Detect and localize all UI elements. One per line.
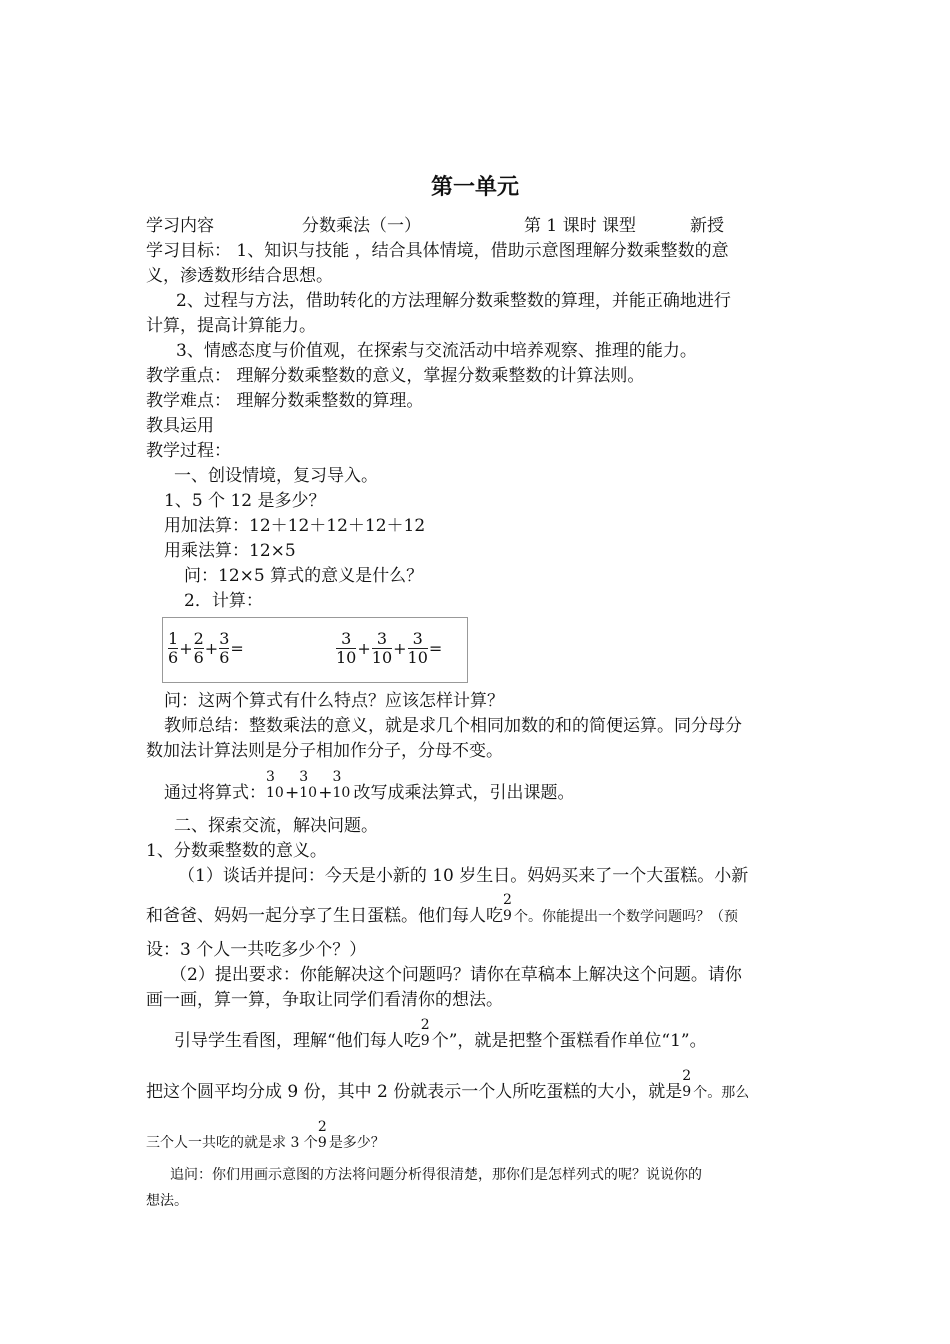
fraction-expression-box (162, 617, 468, 683)
multiplication-line: 用乘法算：12×5 (164, 541, 296, 561)
fraction-2-6: $\frac{2}{6}$ (193, 629, 204, 667)
expression-sixths: $\frac{1}{6}$ + $\frac{2}{6}$ + $\frac{3}{6}$ = (168, 629, 244, 667)
goal-3: 3、情感态度与价值观，在探索与交流活动中培养观察、推理的能力。 (176, 341, 697, 361)
guide-line-2: 把这个圆平均分成 9 份，其中 2 份就表示一个人所吃蛋糕的大小，就是 2 9 个。那么 (146, 1068, 750, 1102)
process-label: 教学过程： (146, 441, 231, 461)
convert-line: 通过将算式： 3 10 + 3 10 + 3 10 改写成乘法算式，引出课题。 (164, 769, 575, 803)
lesson-info: 第 1 课时 课型 (524, 216, 637, 236)
question-1: 1、5 个 12 是多少？ (164, 491, 326, 511)
content-label: 学习内容 (146, 216, 214, 236)
follow-up-line-2: 想法。 (146, 1193, 188, 1209)
key-point: 教学重点： 理解分数乘整数的意义，掌握分数乘整数的计算法则。 (146, 366, 645, 386)
fraction-3-10: 3 10 (332, 769, 351, 801)
guide-line-3: 三个人一共吃的就是求 3 个 2 9 是多少？ (146, 1132, 385, 1154)
request-line-1: （2）提出要求：你能解决这个问题吗？请你在草稿本上解决这个问题。请你 (170, 965, 742, 985)
section-1-heading: 一、创设情境，复习导入。 (174, 466, 378, 486)
fraction-3-10: $\frac{3}{10}$ (371, 629, 393, 667)
fraction-3-6: $\frac{3}{6}$ (219, 629, 230, 667)
fraction-3-10: $\frac{3}{10}$ (336, 629, 357, 667)
calc-label: 2．计算： (184, 591, 263, 611)
request-line-2: 画一画，算一算，争取让同学们看清你的想法。 (146, 990, 503, 1010)
fraction-3-10: $\frac{3}{10}$ (407, 629, 428, 667)
fraction-3-10: 3 10 (299, 769, 318, 801)
tools-label: 教具运用 (146, 416, 214, 436)
goal-1a: 学习目标： 1、知识与技能 ，结合具体情境，借助示意图理解分数乘整数的意 (146, 241, 729, 261)
summary-1: 教师总结：整数乘法的意义，就是求几个相同加数的和的简便运算。同分母分 (164, 716, 742, 736)
meaning-heading: 1、分数乘整数的意义。 (146, 841, 327, 861)
content-value: 分数乘法（一） (302, 216, 421, 236)
expression-tenths: $\frac{3}{10}$ + $\frac{3}{10}$ + $\frac{3}{10}$ = (336, 629, 443, 667)
fraction-2-9: 2 9 (503, 892, 512, 924)
fraction-1-6: $\frac{1}{6}$ (168, 629, 179, 667)
goal-1b: 义，渗透数形结合思想。 (146, 266, 333, 286)
ask-1: 问：12×5 算式的意义是什么？ (184, 566, 424, 586)
goal-2b: 计算，提高计算能力。 (146, 316, 316, 336)
guide-line-1: 引导学生看图，理解“他们每人吃 2 9 个”，就是把整个蛋糕看作单位“1”。 (174, 1017, 707, 1051)
follow-up-line-1: 追问：你们用画示意图的方法将问题分析得很清楚，那你们是怎样列式的呢？说说你的 (170, 1167, 702, 1183)
type-value: 新授 (690, 216, 724, 236)
fraction-2-9: 2 9 (682, 1068, 692, 1100)
goal-2a: 2、过程与方法，借助转化的方法理解分数乘整数的算理，并能正确地进行 (176, 291, 731, 311)
section-2-heading: 二、探索交流，解决问题。 (174, 816, 378, 836)
talk-line-1: （1）谈话并提问：今天是小新的 10 岁生日。妈妈买来了一个大蛋糕。小新 (178, 866, 749, 886)
fraction-2-9: 2 9 (317, 1119, 327, 1151)
talk-line-3: 设：3 个人一共吃多少个？） (146, 940, 367, 960)
talk-line-2: 和爸爸、妈妈一起分享了生日蛋糕。他们每人吃 2 9 个。你能提出一个数学问题吗？（预 (146, 892, 738, 926)
ask-2: 问：这两个算式有什么特点？应该怎样计算？ (164, 691, 504, 711)
page-title: 第一单元 (430, 175, 519, 200)
difficult-point: 教学难点： 理解分数乘整数的算理。 (146, 391, 424, 411)
addition-line: 用加法算：12＋12＋12＋12＋12 (164, 516, 426, 536)
fraction-2-9: 2 9 (420, 1017, 430, 1049)
fraction-3-10: 3 10 (266, 769, 284, 801)
summary-2: 数加法计算法则是分子相加作分子，分母不变。 (146, 741, 503, 761)
